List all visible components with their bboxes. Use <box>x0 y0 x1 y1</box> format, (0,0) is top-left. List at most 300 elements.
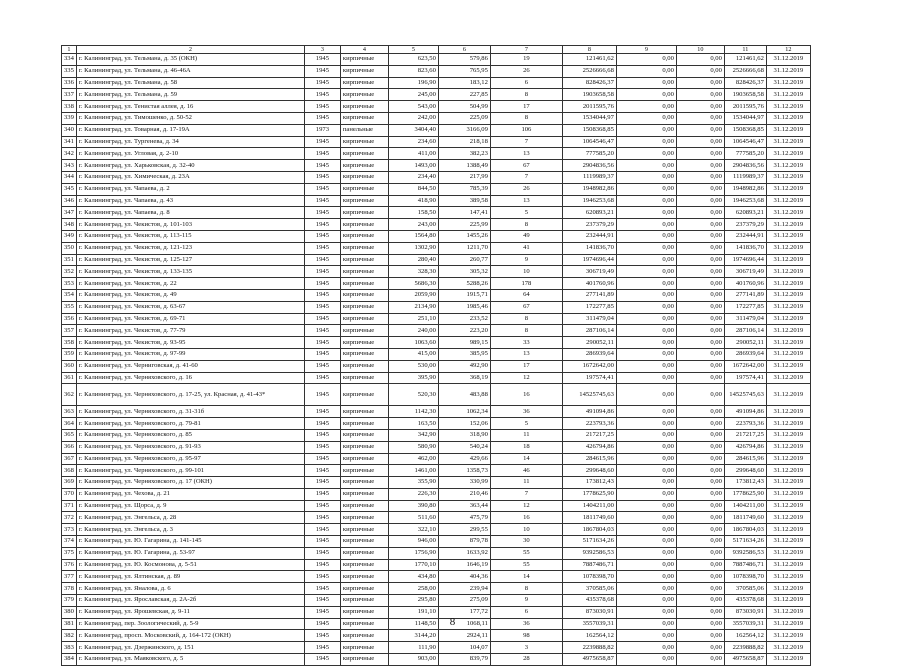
residents-cell: 9 <box>490 595 562 607</box>
cost-total-cell: 223793,36 <box>562 418 616 430</box>
wall-material-cell: кирпичные <box>340 583 388 595</box>
total-area-cell: 411,00 <box>388 148 438 160</box>
cost-column-11-cell: 491094,86 <box>724 406 766 418</box>
cost-column-10-cell: 0,00 <box>676 207 724 219</box>
total-area-cell: 1564,80 <box>388 230 438 242</box>
cost-total-cell: 1534044,97 <box>562 112 616 124</box>
residents-cell: 98 <box>490 630 562 642</box>
address-cell: г. Калининград, ул. Ялтинская, д. 89 <box>76 571 304 583</box>
cost-total-cell: 286939,64 <box>562 348 616 360</box>
wall-material-cell: кирпичные <box>340 441 388 453</box>
living-area-cell: 579,86 <box>438 54 490 66</box>
cost-total-cell: 311479,04 <box>562 313 616 325</box>
cost-column-9-cell: 0,00 <box>616 441 676 453</box>
address-cell: г. Калининград, ул. Тельмана, д. 35 (ОКН) <box>76 54 304 66</box>
cost-total-cell: 4975658,87 <box>562 654 616 666</box>
buildings-table <box>61 45 811 666</box>
total-area-cell: 418,90 <box>388 195 438 207</box>
cost-column-11-cell: 9392586,53 <box>724 547 766 559</box>
row-number-cell: 382 <box>62 630 77 642</box>
wall-material-cell: панельные <box>340 124 388 136</box>
address-cell: г. Калининград, ул. Яналова, д. 6 <box>76 583 304 595</box>
total-area-cell: 3404,40 <box>388 124 438 136</box>
cost-column-9-cell: 0,00 <box>616 406 676 418</box>
wall-material-cell: кирпичные <box>340 618 388 630</box>
wall-material-cell: кирпичные <box>340 465 388 477</box>
column-number: 9 <box>616 46 676 54</box>
total-area-cell: 111,90 <box>388 642 438 654</box>
living-area-cell: 152,06 <box>438 418 490 430</box>
cost-column-9-cell: 0,00 <box>616 418 676 430</box>
total-area-cell: 258,00 <box>388 583 438 595</box>
cost-total-cell: 1948982,86 <box>562 183 616 195</box>
year-built-cell: 1945 <box>304 242 340 254</box>
living-area-cell: 299,55 <box>438 524 490 536</box>
cost-column-9-cell: 0,00 <box>616 148 676 160</box>
cost-column-9-cell: 0,00 <box>616 54 676 66</box>
wall-material-cell: кирпичные <box>340 384 388 406</box>
cost-column-11-cell: 1948982,86 <box>724 183 766 195</box>
row-number-cell: 341 <box>62 136 77 148</box>
cost-column-11-cell: 7887486,71 <box>724 559 766 571</box>
cost-column-9-cell: 0,00 <box>616 348 676 360</box>
cost-column-10-cell: 0,00 <box>676 488 724 500</box>
cost-column-9-cell: 0,00 <box>616 301 676 313</box>
column-number: 10 <box>676 46 724 54</box>
column-number: 3 <box>304 46 340 54</box>
wall-material-cell: кирпичные <box>340 219 388 231</box>
total-area-cell: 1302,90 <box>388 242 438 254</box>
cost-column-9-cell: 0,00 <box>616 254 676 266</box>
cost-total-cell: 2904836,56 <box>562 160 616 172</box>
cost-total-cell: 1672642,00 <box>562 360 616 372</box>
cost-column-9-cell: 0,00 <box>616 289 676 301</box>
cost-column-11-cell: 223793,36 <box>724 418 766 430</box>
total-area-cell: 355,90 <box>388 477 438 489</box>
living-area-cell: 225,09 <box>438 112 490 124</box>
living-area-cell: 989,15 <box>438 337 490 349</box>
cost-column-9-cell: 0,00 <box>616 242 676 254</box>
address-cell: г. Калининград, ул. Тенистая аллея, д. 16 <box>76 101 304 113</box>
living-area-cell: 227,85 <box>438 89 490 101</box>
deadline-date-cell: 31.12.2019 <box>766 642 810 654</box>
residents-cell: 16 <box>490 384 562 406</box>
cost-column-10-cell: 0,00 <box>676 453 724 465</box>
cost-column-11-cell: 5171634,26 <box>724 536 766 548</box>
address-cell: г. Калининград, ул. Чекистов, д. 101-103 <box>76 219 304 231</box>
cost-column-10-cell: 0,00 <box>676 171 724 183</box>
deadline-date-cell: 31.12.2019 <box>766 230 810 242</box>
row-number-cell: 368 <box>62 465 77 477</box>
residents-cell: 17 <box>490 101 562 113</box>
cost-column-11-cell: 1672642,00 <box>724 360 766 372</box>
living-area-cell: 183,12 <box>438 77 490 89</box>
cost-total-cell: 237379,29 <box>562 219 616 231</box>
cost-column-9-cell: 0,00 <box>616 429 676 441</box>
cost-column-9-cell: 0,00 <box>616 630 676 642</box>
living-area-cell: 839,79 <box>438 654 490 666</box>
cost-total-cell: 828426,37 <box>562 77 616 89</box>
cost-column-10-cell: 0,00 <box>676 547 724 559</box>
row-number-cell: 352 <box>62 266 77 278</box>
deadline-date-cell: 31.12.2019 <box>766 101 810 113</box>
deadline-date-cell: 31.12.2019 <box>766 219 810 231</box>
cost-column-10-cell: 0,00 <box>676 301 724 313</box>
row-number-cell: 367 <box>62 453 77 465</box>
cost-column-10-cell: 0,00 <box>676 65 724 77</box>
living-area-cell: 1211,70 <box>438 242 490 254</box>
cost-column-11-cell: 828426,37 <box>724 77 766 89</box>
total-area-cell: 322,10 <box>388 524 438 536</box>
year-built-cell: 1945 <box>304 384 340 406</box>
row-number-cell: 358 <box>62 337 77 349</box>
living-area-cell: 483,88 <box>438 384 490 406</box>
cost-total-cell: 1811749,60 <box>562 512 616 524</box>
cost-column-11-cell: 1903658,58 <box>724 89 766 101</box>
cost-column-10-cell: 0,00 <box>676 406 724 418</box>
row-number-cell: 359 <box>62 348 77 360</box>
address-cell: г. Калининград, ул. Чекистов, д. 49 <box>76 289 304 301</box>
address-cell: г. Калининград, ул. Тимошенко, д. 50-52 <box>76 112 304 124</box>
residents-cell: 9 <box>490 254 562 266</box>
year-built-cell: 1945 <box>304 278 340 290</box>
wall-material-cell: кирпичные <box>340 406 388 418</box>
cost-column-9-cell: 0,00 <box>616 583 676 595</box>
year-built-cell: 1945 <box>304 571 340 583</box>
wall-material-cell: кирпичные <box>340 278 388 290</box>
cost-column-9-cell: 0,00 <box>616 77 676 89</box>
residents-cell: 14 <box>490 571 562 583</box>
total-area-cell: 903,00 <box>388 654 438 666</box>
wall-material-cell: кирпичные <box>340 254 388 266</box>
wall-material-cell: кирпичные <box>340 77 388 89</box>
cost-column-11-cell: 237379,29 <box>724 219 766 231</box>
living-area-cell: 368,19 <box>438 372 490 384</box>
wall-material-cell: кирпичные <box>340 547 388 559</box>
row-number-cell: 373 <box>62 524 77 536</box>
cost-total-cell: 1078398,70 <box>562 571 616 583</box>
row-number-cell: 383 <box>62 642 77 654</box>
residents-cell: 26 <box>490 65 562 77</box>
wall-material-cell: кирпичные <box>340 112 388 124</box>
year-built-cell: 1945 <box>304 101 340 113</box>
row-number-cell: 336 <box>62 77 77 89</box>
wall-material-cell: кирпичные <box>340 488 388 500</box>
cost-column-9-cell: 0,00 <box>616 536 676 548</box>
year-built-cell: 1945 <box>304 488 340 500</box>
row-number-cell: 335 <box>62 65 77 77</box>
table-row <box>62 230 811 242</box>
residents-cell: 13 <box>490 195 562 207</box>
deadline-date-cell: 31.12.2019 <box>766 65 810 77</box>
year-built-cell: 1945 <box>304 512 340 524</box>
table-row <box>62 512 811 524</box>
cost-total-cell: 491094,86 <box>562 406 616 418</box>
table-row <box>62 278 811 290</box>
table-row <box>62 547 811 559</box>
cost-column-11-cell: 172277,85 <box>724 301 766 313</box>
residents-cell: 8 <box>490 313 562 325</box>
cost-column-11-cell: 290052,11 <box>724 337 766 349</box>
residents-cell: 6 <box>490 77 562 89</box>
cost-column-11-cell: 873030,91 <box>724 606 766 618</box>
address-cell: г. Калининград, ул. Харьковская, д. 32-40 <box>76 160 304 172</box>
deadline-date-cell: 31.12.2019 <box>766 348 810 360</box>
residents-cell: 18 <box>490 441 562 453</box>
cost-column-10-cell: 0,00 <box>676 230 724 242</box>
cost-column-9-cell: 0,00 <box>616 171 676 183</box>
cost-total-cell: 290052,11 <box>562 337 616 349</box>
table-row <box>62 441 811 453</box>
address-cell: г. Калининград, ул. Ю. Гагарина, д. 141-145 <box>76 536 304 548</box>
wall-material-cell: кирпичные <box>340 136 388 148</box>
address-cell: г. Калининград, ул. Черняховского, д. 91-93 <box>76 441 304 453</box>
cost-column-9-cell: 0,00 <box>616 547 676 559</box>
year-built-cell: 1945 <box>304 148 340 160</box>
address-cell: г. Калининград, ул. Дзержинского, д. 151 <box>76 642 304 654</box>
cost-total-cell: 1867804,03 <box>562 524 616 536</box>
cost-column-11-cell: 299648,60 <box>724 465 766 477</box>
deadline-date-cell: 31.12.2019 <box>766 325 810 337</box>
total-area-cell: 543,00 <box>388 101 438 113</box>
address-cell: г. Калининград, ул. Товарная, д. 17-19А <box>76 124 304 136</box>
table-row <box>62 595 811 607</box>
residents-cell: 3 <box>490 642 562 654</box>
living-area-cell: 225,99 <box>438 219 490 231</box>
table-row <box>62 360 811 372</box>
address-cell: г. Калининград, ул. Чапаева, д. 8 <box>76 207 304 219</box>
address-cell: г. Калининград, ул. Черняховского, д. 99-101 <box>76 465 304 477</box>
living-area-cell: 1388,49 <box>438 160 490 172</box>
total-area-cell: 243,00 <box>388 219 438 231</box>
deadline-date-cell: 31.12.2019 <box>766 418 810 430</box>
table-row <box>62 453 811 465</box>
year-built-cell: 1945 <box>304 583 340 595</box>
cost-column-10-cell: 0,00 <box>676 384 724 406</box>
cost-total-cell: 620893,21 <box>562 207 616 219</box>
residents-cell: 33 <box>490 337 562 349</box>
wall-material-cell: кирпичные <box>340 54 388 66</box>
address-cell: г. Калининград, ул. Тургенева, д. 34 <box>76 136 304 148</box>
wall-material-cell: кирпичные <box>340 418 388 430</box>
deadline-date-cell: 31.12.2019 <box>766 171 810 183</box>
total-area-cell: 823,60 <box>388 65 438 77</box>
cost-column-11-cell: 1778625,90 <box>724 488 766 500</box>
cost-total-cell: 232444,91 <box>562 230 616 242</box>
cost-column-9-cell: 0,00 <box>616 207 676 219</box>
address-cell: г. Калининград, ул. Энгельса, д. 3 <box>76 524 304 536</box>
year-built-cell: 1945 <box>304 559 340 571</box>
year-built-cell: 1945 <box>304 406 340 418</box>
cost-column-10-cell: 0,00 <box>676 571 724 583</box>
cost-column-10-cell: 0,00 <box>676 136 724 148</box>
cost-column-10-cell: 0,00 <box>676 54 724 66</box>
cost-column-10-cell: 0,00 <box>676 348 724 360</box>
residents-cell: 178 <box>490 278 562 290</box>
wall-material-cell: кирпичные <box>340 325 388 337</box>
living-area-cell: 260,77 <box>438 254 490 266</box>
cost-total-cell: 14525745,63 <box>562 384 616 406</box>
cost-column-11-cell: 14525745,63 <box>724 384 766 406</box>
address-cell: г. Калининград, ул. Чекистов, д. 121-123 <box>76 242 304 254</box>
deadline-date-cell: 31.12.2019 <box>766 429 810 441</box>
address-cell: г. Калининград, ул. Чекистов, д. 125-127 <box>76 254 304 266</box>
deadline-date-cell: 31.12.2019 <box>766 477 810 489</box>
row-number-cell: 372 <box>62 512 77 524</box>
residents-cell: 64 <box>490 289 562 301</box>
cost-total-cell: 306719,49 <box>562 266 616 278</box>
year-built-cell: 1973 <box>304 124 340 136</box>
residents-cell: 8 <box>490 89 562 101</box>
row-number-cell: 361 <box>62 372 77 384</box>
deadline-date-cell: 31.12.2019 <box>766 583 810 595</box>
cost-total-cell: 777585,20 <box>562 148 616 160</box>
residents-cell: 7 <box>490 488 562 500</box>
total-area-cell: 196,90 <box>388 77 438 89</box>
wall-material-cell: кирпичные <box>340 571 388 583</box>
living-area-cell: 223,20 <box>438 325 490 337</box>
address-cell: г. Калининград, ул. Тельмана, д. 59 <box>76 89 304 101</box>
deadline-date-cell: 31.12.2019 <box>766 124 810 136</box>
cost-column-10-cell: 0,00 <box>676 441 724 453</box>
deadline-date-cell: 31.12.2019 <box>766 160 810 172</box>
wall-material-cell: кирпичные <box>340 65 388 77</box>
table-row <box>62 171 811 183</box>
cost-column-9-cell: 0,00 <box>616 477 676 489</box>
year-built-cell: 1945 <box>304 441 340 453</box>
cost-column-11-cell: 286939,64 <box>724 348 766 360</box>
living-area-cell: 382,23 <box>438 148 490 160</box>
cost-column-11-cell: 1974696,44 <box>724 254 766 266</box>
total-area-cell: 5686,30 <box>388 278 438 290</box>
deadline-date-cell: 31.12.2019 <box>766 337 810 349</box>
row-number-cell: 377 <box>62 571 77 583</box>
cost-total-cell: 401760,96 <box>562 278 616 290</box>
year-built-cell: 1945 <box>304 547 340 559</box>
residents-cell: 13 <box>490 348 562 360</box>
living-area-cell: 1358,73 <box>438 465 490 477</box>
table-row <box>62 160 811 172</box>
deadline-date-cell: 31.12.2019 <box>766 618 810 630</box>
cost-column-9-cell: 0,00 <box>616 124 676 136</box>
deadline-date-cell: 31.12.2019 <box>766 441 810 453</box>
row-number-cell: 375 <box>62 547 77 559</box>
year-built-cell: 1945 <box>304 54 340 66</box>
cost-column-10-cell: 0,00 <box>676 595 724 607</box>
year-built-cell: 1945 <box>304 313 340 325</box>
row-number-cell: 350 <box>62 242 77 254</box>
total-area-cell: 191,10 <box>388 606 438 618</box>
cost-column-9-cell: 0,00 <box>616 337 676 349</box>
table-row <box>62 418 811 430</box>
cost-column-9-cell: 0,00 <box>616 500 676 512</box>
row-number-cell: 376 <box>62 559 77 571</box>
wall-material-cell: кирпичные <box>340 606 388 618</box>
total-area-cell: 1142,30 <box>388 406 438 418</box>
row-number-cell: 344 <box>62 171 77 183</box>
cost-column-9-cell: 0,00 <box>616 101 676 113</box>
cost-total-cell: 435378,68 <box>562 595 616 607</box>
living-area-cell: 3166,09 <box>438 124 490 136</box>
wall-material-cell: кирпичные <box>340 160 388 172</box>
cost-total-cell: 1903658,58 <box>562 89 616 101</box>
living-area-cell: 1068,11 <box>438 618 490 630</box>
residents-cell: 6 <box>490 606 562 618</box>
deadline-date-cell: 31.12.2019 <box>766 406 810 418</box>
residents-cell: 5 <box>490 207 562 219</box>
table-row <box>62 254 811 266</box>
year-built-cell: 1945 <box>304 160 340 172</box>
total-area-cell: 623,50 <box>388 54 438 66</box>
address-cell: г. Калининград, ул. Чекистов, д. 113-115 <box>76 230 304 242</box>
table-row <box>62 77 811 89</box>
address-cell: г. Калининград, ул. Чекистов, д. 63-67 <box>76 301 304 313</box>
living-area-cell: 275,09 <box>438 595 490 607</box>
cost-column-11-cell: 311479,04 <box>724 313 766 325</box>
table-row <box>62 101 811 113</box>
year-built-cell: 1945 <box>304 171 340 183</box>
total-area-cell: 395,90 <box>388 372 438 384</box>
row-number-cell: 357 <box>62 325 77 337</box>
table-row <box>62 266 811 278</box>
living-area-cell: 2924,11 <box>438 630 490 642</box>
cost-column-9-cell: 0,00 <box>616 384 676 406</box>
total-area-cell: 251,10 <box>388 313 438 325</box>
row-number-cell: 337 <box>62 89 77 101</box>
cost-column-11-cell: 162564,12 <box>724 630 766 642</box>
cost-column-10-cell: 0,00 <box>676 630 724 642</box>
living-area-cell: 765,95 <box>438 65 490 77</box>
deadline-date-cell: 31.12.2019 <box>766 384 810 406</box>
cost-column-11-cell: 401760,96 <box>724 278 766 290</box>
table-row <box>62 89 811 101</box>
cost-column-10-cell: 0,00 <box>676 254 724 266</box>
deadline-date-cell: 31.12.2019 <box>766 89 810 101</box>
year-built-cell: 1945 <box>304 219 340 231</box>
cost-column-10-cell: 0,00 <box>676 642 724 654</box>
residents-cell: 11 <box>490 477 562 489</box>
living-area-cell: 1915,71 <box>438 289 490 301</box>
table-row <box>62 465 811 477</box>
cost-column-9-cell: 0,00 <box>616 372 676 384</box>
wall-material-cell: кирпичные <box>340 524 388 536</box>
address-cell: г. Калининград, ул. Черниговская, д. 41-60 <box>76 360 304 372</box>
column-number: 8 <box>562 46 616 54</box>
residents-cell: 8 <box>490 112 562 124</box>
total-area-cell: 844,50 <box>388 183 438 195</box>
residents-cell: 67 <box>490 301 562 313</box>
deadline-date-cell: 31.12.2019 <box>766 606 810 618</box>
cost-column-11-cell: 1064546,47 <box>724 136 766 148</box>
table-row <box>62 500 811 512</box>
year-built-cell: 1945 <box>304 195 340 207</box>
total-area-cell: 462,00 <box>388 453 438 465</box>
cost-column-10-cell: 0,00 <box>676 219 724 231</box>
cost-column-11-cell: 197574,41 <box>724 372 766 384</box>
residents-cell: 55 <box>490 547 562 559</box>
year-built-cell: 1945 <box>304 418 340 430</box>
total-area-cell: 530,00 <box>388 360 438 372</box>
table-row <box>62 654 811 666</box>
cost-total-cell: 197574,41 <box>562 372 616 384</box>
cost-column-9-cell: 0,00 <box>616 266 676 278</box>
living-area-cell: 404,36 <box>438 571 490 583</box>
living-area-cell: 330,99 <box>438 477 490 489</box>
address-cell: г. Калининград, ул. Угловая, д. 2-10 <box>76 148 304 160</box>
deadline-date-cell: 31.12.2019 <box>766 453 810 465</box>
cost-column-11-cell: 1508368,85 <box>724 124 766 136</box>
address-cell: г. Калининград, ул. Ю. Космонова, д. 5-51 <box>76 559 304 571</box>
